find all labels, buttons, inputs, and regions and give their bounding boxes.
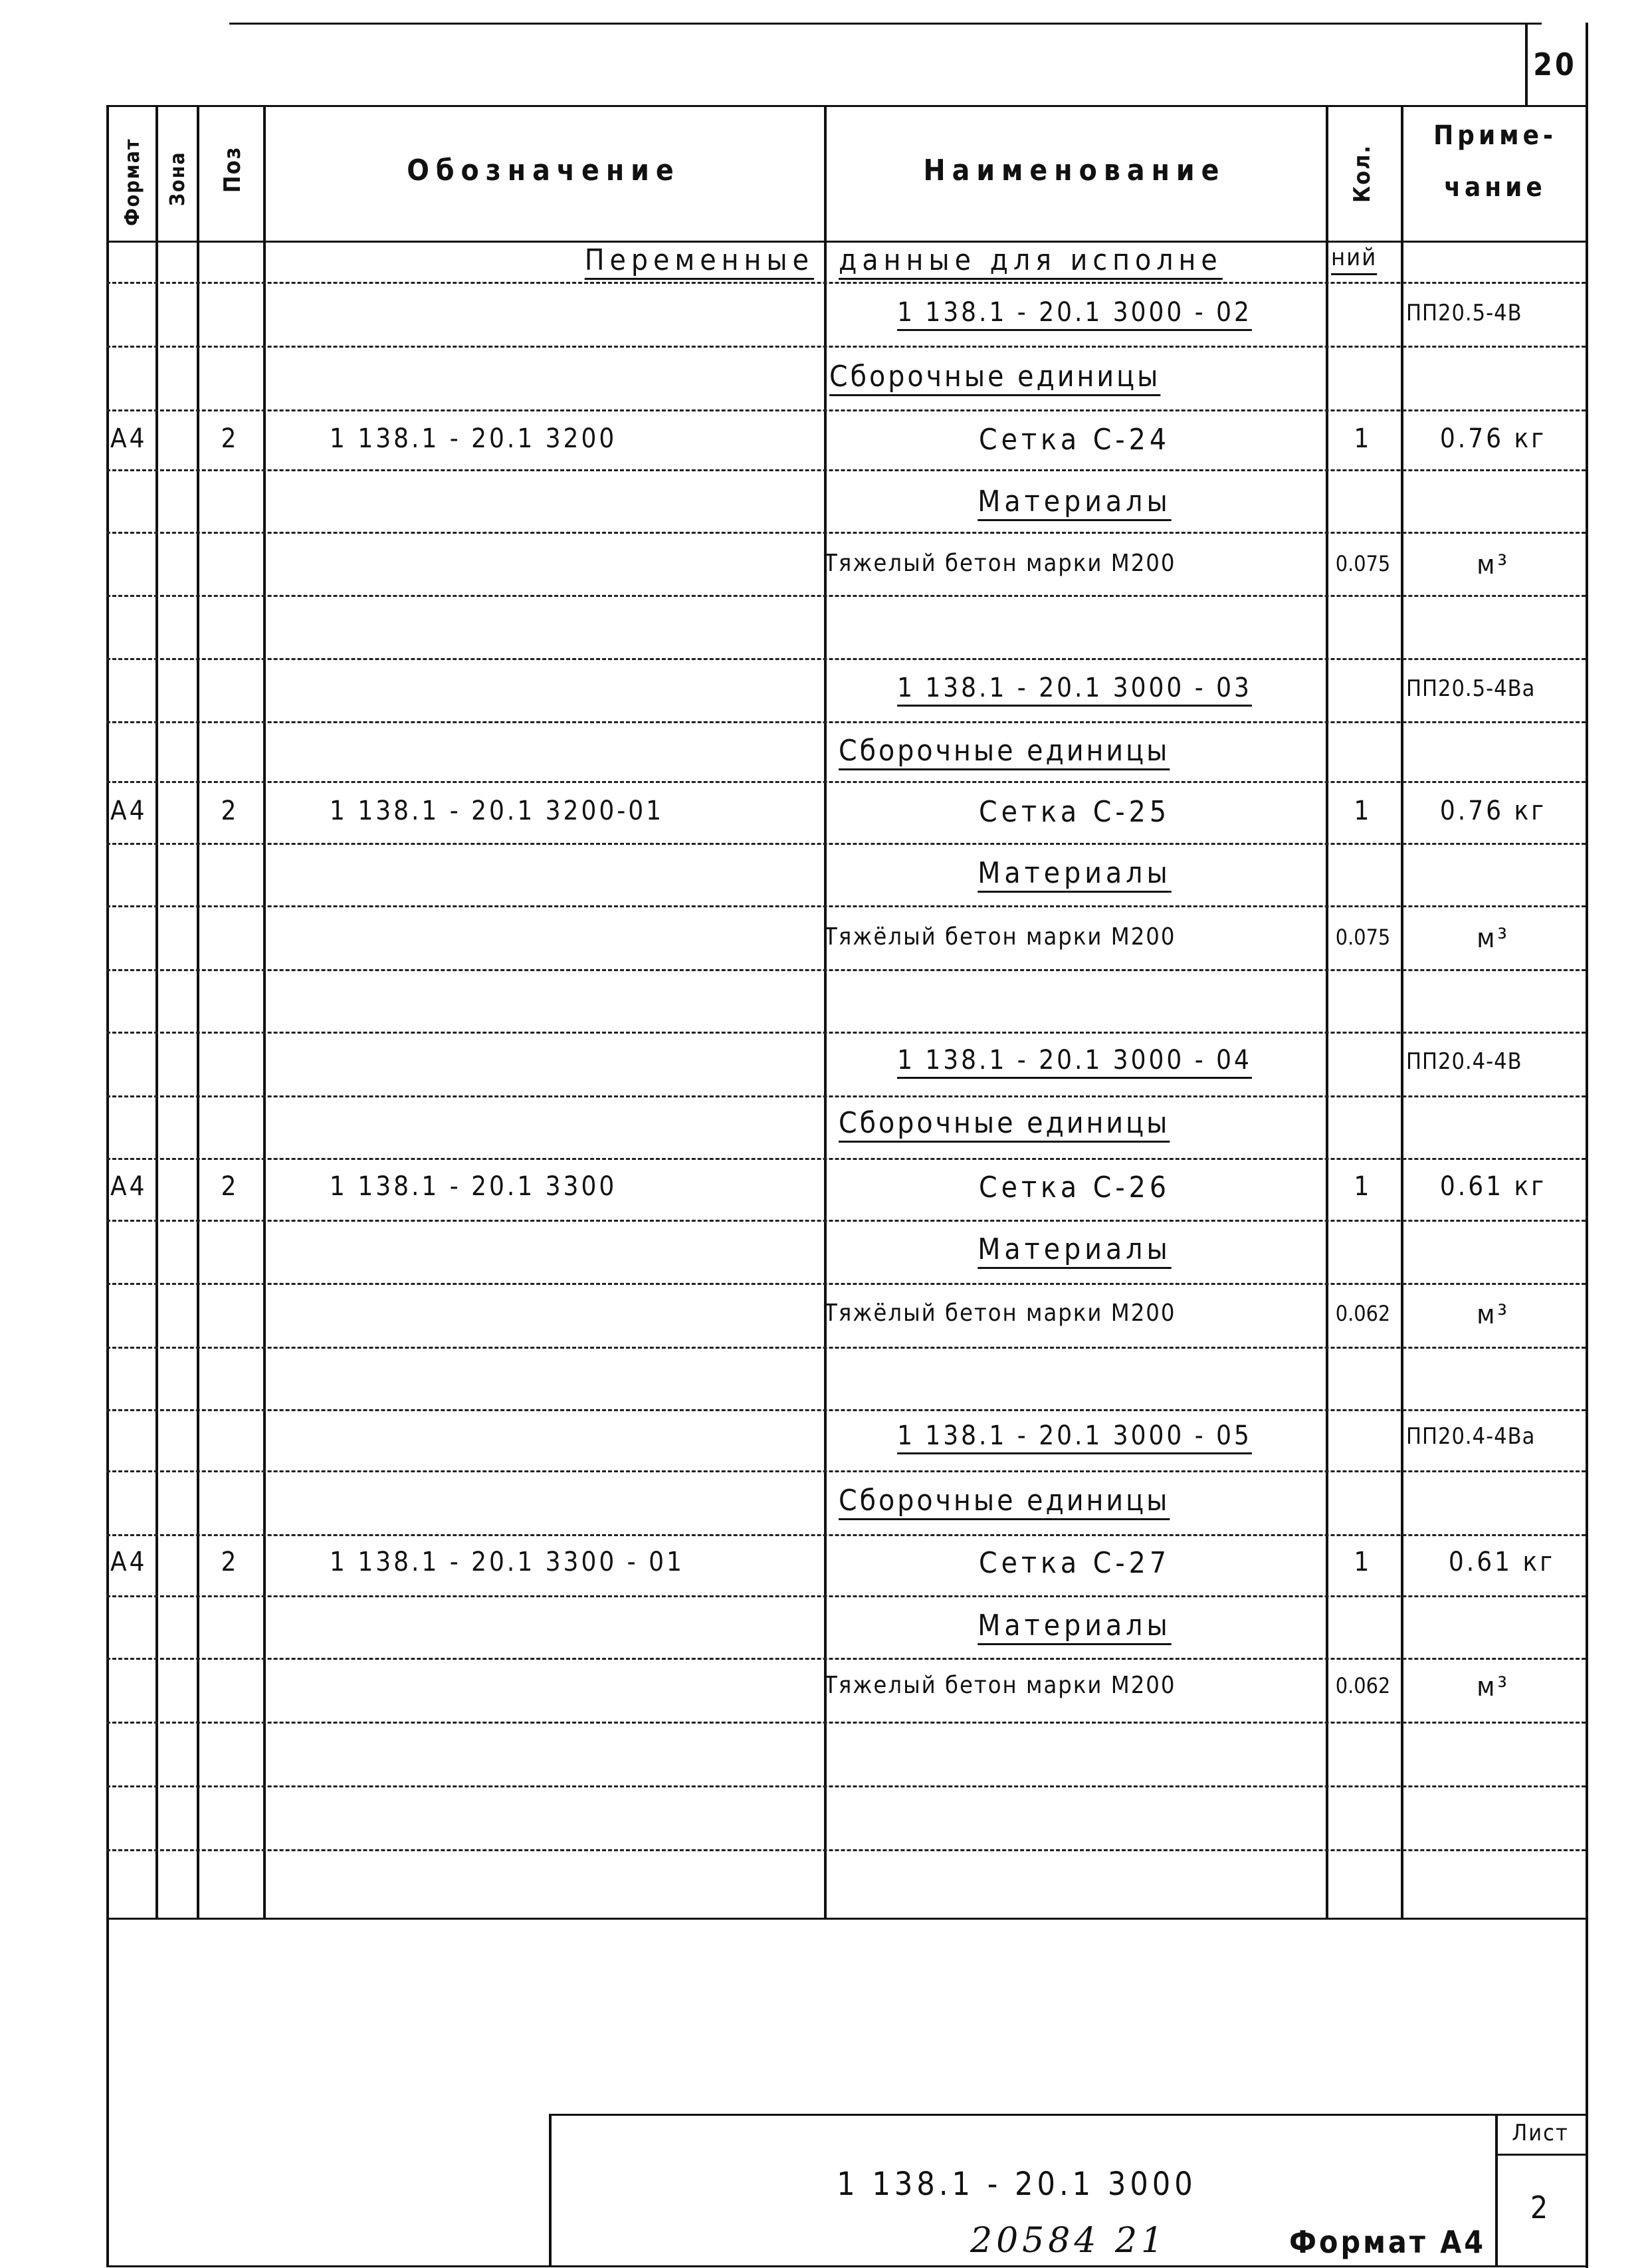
frame-right-border: [1586, 23, 1588, 2268]
row-line: [106, 1283, 1586, 1285]
table-bottom-border: [106, 1918, 1588, 1920]
title-block-sheet-line: [1495, 2154, 1586, 2156]
assembly-title: Сборочные единицы: [839, 1484, 1170, 1518]
row-item-qty: 1: [1354, 423, 1372, 454]
materials-title: Материалы: [978, 856, 1172, 890]
header-note-line1: Приме-: [1433, 120, 1557, 151]
material-unit: м³: [1477, 1672, 1510, 1702]
variant-code-note: ПП20.4-4В: [1406, 1048, 1522, 1075]
row-format: А4: [110, 1171, 148, 1202]
row-item-qty: 1: [1354, 1547, 1372, 1577]
row-format: А4: [110, 796, 148, 826]
row-line: [106, 1347, 1586, 1349]
variable-data-part2: данные для исполне: [839, 243, 1223, 277]
row-line: [106, 1849, 1586, 1851]
variant-code-note: ПП20.5-4Ва: [1406, 675, 1536, 702]
variant-code: 1 138.1 - 20.1 3000 - 04: [897, 1045, 1252, 1076]
material-name: Тяжёлый бетон марки М200: [824, 923, 1176, 951]
format-label: Формат А4: [1289, 2224, 1487, 2260]
row-item-note: 0.76 кг: [1439, 796, 1547, 826]
row-line: [106, 969, 1586, 971]
row-item-note: 0.61 кг: [1448, 1547, 1556, 1577]
header-zone: Зона: [166, 151, 189, 206]
header-qty: Кол.: [1349, 144, 1376, 203]
variant-code-note: ПП20.4-4Ва: [1406, 1423, 1536, 1450]
material-unit: м³: [1477, 1300, 1510, 1330]
top-rule: [229, 23, 1542, 25]
row-line: [106, 282, 1586, 284]
row-designation: 1 138.1 - 20.1 3300 - 01: [330, 1547, 684, 1577]
row-designation: 1 138.1 - 20.1 3200: [330, 423, 617, 454]
header-designation: Обозначение: [407, 154, 680, 187]
row-line: [106, 1722, 1586, 1724]
materials-title: Материалы: [978, 1609, 1172, 1643]
assembly-title: Сборочные единицы: [839, 734, 1170, 768]
col-sep-pos-designation: [263, 105, 266, 1918]
row-line: [106, 1785, 1586, 1787]
row-pos: 2: [221, 423, 239, 454]
variable-data-part1: Переменные: [584, 243, 814, 277]
header-note-line2: чание: [1444, 172, 1546, 203]
frame-bottom-border: [106, 2265, 1588, 2267]
sheet-label: Лист: [1512, 2120, 1569, 2146]
material-qty: 0.075: [1335, 551, 1391, 576]
material-unit: м³: [1477, 550, 1510, 580]
row-line: [106, 595, 1586, 597]
frame-left-border: [106, 105, 109, 2265]
row-item-name: Сетка С-26: [978, 1171, 1171, 1204]
material-name: Тяжелый бетон марки М200: [824, 550, 1176, 577]
materials-title: Материалы: [978, 1232, 1172, 1266]
header-format: Формат: [121, 138, 144, 226]
row-line: [106, 346, 1586, 348]
variant-code: 1 138.1 - 20.1 3000 - 02: [897, 297, 1252, 328]
material-qty: 0.062: [1335, 1673, 1391, 1698]
row-designation: 1 138.1 - 20.1 3300: [330, 1171, 617, 1202]
assembly-title: Сборочные единицы: [839, 1106, 1170, 1140]
row-line: [106, 1220, 1586, 1222]
row-item-qty: 1: [1354, 1171, 1372, 1202]
title-block-top: [549, 2114, 1586, 2116]
sheet-number: 20: [1533, 47, 1577, 82]
row-line: [106, 1032, 1586, 1034]
material-unit: м³: [1477, 923, 1510, 954]
document-code: 1 138.1 - 20.1 3000: [837, 2166, 1197, 2203]
frame-top-border: [106, 105, 1588, 107]
sheet-box-left: [1525, 23, 1528, 106]
row-line: [106, 781, 1586, 783]
sheet-value: 2: [1530, 2190, 1551, 2225]
material-qty: 0.075: [1335, 925, 1391, 950]
row-line: [106, 1658, 1586, 1660]
variant-code: 1 138.1 - 20.1 3000 - 03: [897, 673, 1252, 703]
row-line: [106, 905, 1586, 907]
row-item-name: Сетка С-24: [978, 423, 1171, 457]
row-pos: 2: [221, 1547, 239, 1577]
col-sep-designation-name: [824, 105, 827, 1918]
row-line: [106, 1409, 1586, 1411]
row-format: А4: [110, 423, 148, 454]
variant-code-note: ПП20.5-4В: [1406, 300, 1522, 326]
material-name: Тяжелый бетон марки М200: [824, 1672, 1176, 1699]
row-line: [106, 721, 1586, 723]
row-designation: 1 138.1 - 20.1 3200-01: [330, 796, 664, 826]
header-pos: Поз: [219, 146, 246, 193]
header-bottom-border: [106, 241, 1588, 243]
title-block-sheet-sep: [1495, 2114, 1498, 2267]
row-line: [106, 1470, 1586, 1472]
row-line: [106, 1595, 1586, 1597]
materials-title: Материалы: [978, 485, 1172, 518]
row-item-qty: 1: [1354, 796, 1372, 826]
row-format: А4: [110, 1547, 148, 1577]
row-pos: 2: [221, 796, 239, 826]
row-line: [106, 658, 1586, 660]
row-line: [106, 409, 1586, 411]
row-line: [106, 532, 1586, 534]
material-qty: 0.062: [1335, 1301, 1391, 1326]
handwritten-number: 20584 21: [970, 2221, 1168, 2261]
row-item-name: Сетка С-27: [978, 1546, 1171, 1580]
variant-code: 1 138.1 - 20.1 3000 - 05: [897, 1420, 1252, 1451]
col-sep-format-zone: [155, 105, 158, 1918]
row-item-note: 0.61 кг: [1439, 1171, 1547, 1202]
variable-data-part3: ний: [1331, 244, 1378, 271]
row-line: [106, 843, 1586, 845]
row-line: [106, 1095, 1586, 1097]
material-name: Тяжёлый бетон марки М200: [824, 1300, 1176, 1327]
col-sep-name-qty: [1326, 105, 1328, 1918]
header-name: Наименование: [923, 154, 1226, 187]
row-line: [106, 1158, 1586, 1160]
row-item-name: Сетка С-25: [978, 795, 1171, 829]
assembly-title: Сборочные единицы: [829, 360, 1161, 394]
row-item-note: 0.76 кг: [1439, 423, 1547, 454]
row-line: [106, 1534, 1586, 1536]
row-pos: 2: [221, 1171, 239, 1202]
col-sep-qty-note: [1401, 105, 1403, 1918]
title-block-left: [549, 2114, 552, 2267]
col-sep-zone-pos: [197, 105, 199, 1918]
row-line: [106, 469, 1586, 471]
